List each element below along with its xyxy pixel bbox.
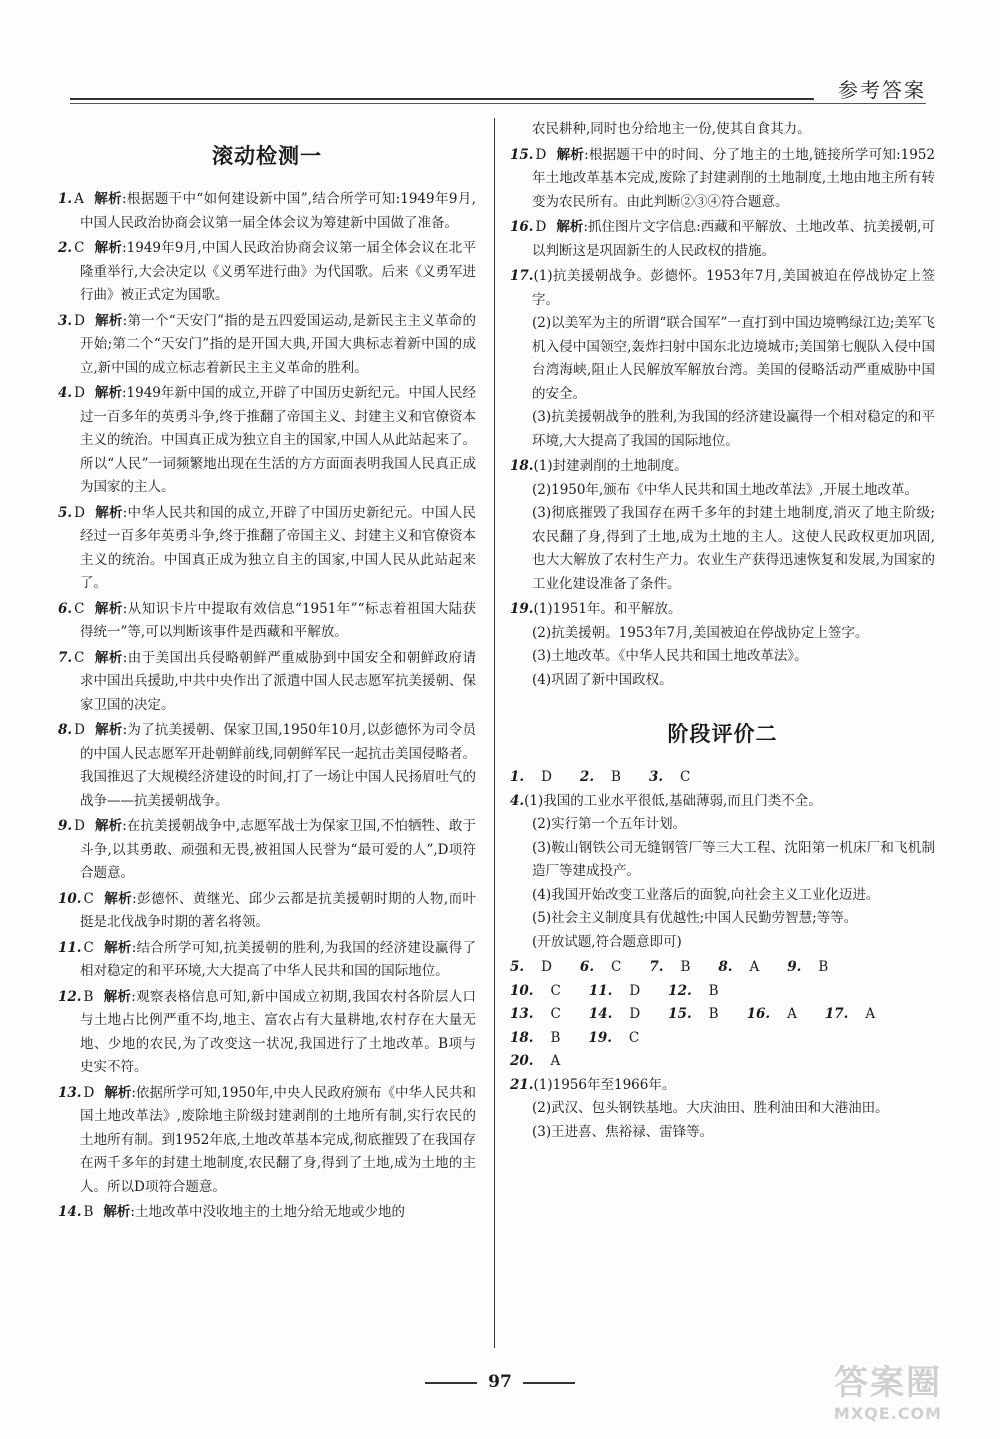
answer-parts — [510, 598, 935, 692]
question-number: 18. — [510, 1029, 534, 1046]
answer-item — [58, 888, 476, 935]
question-number: 13. — [58, 1084, 82, 1101]
answer-item — [510, 144, 935, 215]
answer-parts — [510, 455, 935, 596]
question-number: 1. — [58, 191, 73, 207]
answer-item — [58, 310, 476, 381]
section-title-rolling-test-1: 滚动检测一 — [212, 144, 322, 168]
analysis-text: :为了抗美援朝、保家卫国,1950年10月,以彭德怀为司令员的中国人民志愿军开赴朝鲜前线,同朝鲜军民一起抗击美国侵略者。我国推迟了大规模经济建设的时间,打了一场让中国人民扬眉吐气的战争——抗美援朝战争。 — [80, 722, 476, 809]
question-number: 12. — [668, 982, 692, 999]
answer-choice: A — [787, 1006, 797, 1022]
question-number: 8. — [718, 959, 733, 975]
answer-part: (5)社会主义制度具有优越性;中国人民勤劳智慧;等等。 — [532, 910, 858, 926]
answer-item — [58, 502, 476, 596]
analysis-label: 解析 — [556, 146, 585, 163]
answer-choice: B — [550, 1029, 561, 1046]
short-answer — [718, 956, 773, 980]
answer-part: (3)鞍山钢铁公司无缝钢管厂等三大工程、沈阳第一机床厂和飞机制造厂等建成投产。 — [532, 839, 935, 879]
answer-item-4 — [510, 790, 935, 955]
analysis-text: :根据题干中“如何建设新中国”,结合所学可知:1949年9月,中国人民政治协商会议第一届全体会议为筹建新中国做了准备。 — [80, 191, 476, 231]
answer-item — [58, 815, 476, 886]
analysis-label: 解析 — [94, 722, 123, 738]
analysis-text: :在抗美援朝战争中,志愿军战士为保家卫国,不怕牺牲、敢于斗争,以其勇敢、顽强和无畏,被祖国人民誉为“最可爱的人”,D项符合题意。 — [80, 818, 476, 881]
watermark-logo — [788, 1355, 988, 1425]
analysis-text: :1949年新中国的成立,开辟了中国历史新纪元。中国人民经过一百多年的英勇斗争,终于推翻了帝国主义、封建主义和官僚资本主义的统治。中国真正成为独立自主的国家,中国人从此站起来了。所以“人民”一词频繁地出现在生活的方方面面表明我国人民真正成为国家的主人。 — [80, 385, 476, 495]
answer-part: (2)1950年,颁布《中华人民共和国土地改革法》,开展土地改革。 — [532, 481, 919, 498]
answer-body — [510, 216, 935, 263]
answer-part — [510, 1074, 935, 1098]
answer-choice: C — [74, 600, 85, 617]
analysis-text: :根据题干中的时间、分了地主的土地,链接所学可知:1952年土地改革基本完成,废除了封建剥削的土地制度,土地由地主所有转变为农民所有。由此判断②③④符合题意。 — [532, 146, 936, 210]
answer-item-18 — [510, 455, 935, 596]
answer-item — [58, 937, 476, 984]
analysis-label: 解析 — [94, 240, 123, 256]
question-number: 21. — [510, 1076, 534, 1093]
answer-choice: C — [83, 890, 94, 907]
answer-body — [58, 188, 476, 235]
answer-item — [58, 382, 476, 500]
short-answer — [589, 980, 654, 1004]
answer-choice: D — [629, 982, 641, 999]
question-number: 6. — [58, 600, 73, 617]
short-answer — [589, 1003, 654, 1027]
short-answer — [588, 1027, 653, 1051]
header-rule — [70, 98, 814, 100]
analysis-label: 解析 — [103, 1204, 131, 1220]
question-number: 16. — [510, 219, 534, 235]
answer-choice: C — [550, 982, 561, 999]
answer-choice: D — [629, 1006, 641, 1022]
question-number: 9. — [58, 818, 73, 834]
short-answer — [747, 1003, 811, 1027]
answer-choice: D — [74, 385, 85, 401]
analysis-label: 解析 — [94, 649, 123, 666]
answer-item-19 — [510, 598, 935, 692]
question-number: 2. — [579, 769, 595, 785]
answer-choice: D — [535, 146, 547, 163]
question-number: 19. — [510, 601, 534, 617]
watermark-text: 答案圈 — [834, 1363, 942, 1403]
answer-part — [510, 790, 935, 814]
answer-part: (4)巩固了新中国政权。 — [532, 671, 673, 688]
answer-body — [58, 888, 476, 935]
answer-body — [58, 937, 476, 984]
answer-choice: A — [550, 1053, 561, 1069]
answer-row-1-3 — [510, 766, 935, 790]
answer-item — [58, 1082, 476, 1200]
answer-part: (4)我国开始改变工业落后的面貌,向社会主义工业化迈进。 — [532, 886, 880, 903]
answer-choice: B — [611, 769, 621, 785]
analysis-text: :1949年9月,中国人民政治协商会议第一届全体会议在北平隆重举行,大会决定以《义勇军进行曲》为代国歌。后来《义勇军进行曲》被正式定为国歌。 — [80, 240, 476, 303]
question-number: 12. — [58, 988, 82, 1005]
analysis-text: :抓住图片文字信息:西藏和平解放、土地改革、抗美援朝,可以判断这是巩固新生的人民政权的措施。 — [532, 219, 935, 259]
answer-part: (2)抗美援朝。1953年7月,美国被迫在停战协定上签字。 — [532, 624, 869, 641]
answer-choice: B — [818, 959, 829, 975]
analysis-text: :彭德怀、黄继光、邱少云都是抗美援朝时期的人物,而叶挺是北伐战争时期的著名将领。 — [80, 890, 477, 930]
answer-choice: D — [74, 818, 85, 834]
left-answer-list — [58, 188, 476, 1225]
analysis-label: 解析 — [94, 312, 123, 329]
answer-choice: A — [74, 191, 84, 207]
answer-part — [510, 598, 935, 622]
answer-item — [510, 216, 935, 263]
answer-choice: B — [708, 1006, 719, 1022]
answer-item — [58, 188, 476, 235]
analysis-label: 解析 — [94, 504, 123, 521]
short-answer — [510, 1003, 575, 1027]
answer-part: (2)以美军为主的所谓“联合国军”一直打到中国边境鸭绿江边;美军飞机入侵中国领空,轰炸扫射中国东北边境城市;美国第七舰队入侵中国台湾海峡,阻止人民解放军解放台湾。美国的侵略活动严重威胁中国的安全。 — [532, 315, 935, 402]
answer-item-17 — [510, 265, 935, 453]
answer-item — [58, 719, 476, 813]
answer-part: (3)土地改革。《中华人民共和国土地改革法》。 — [532, 648, 808, 664]
question-number: 3. — [58, 312, 73, 329]
answer-body — [58, 647, 476, 718]
short-answer — [649, 956, 704, 980]
short-answer — [510, 1027, 574, 1051]
question-number: 14. — [58, 1204, 82, 1220]
question-number: 7. — [58, 649, 73, 666]
answer-part: (2)实行第一个五年计划。 — [532, 816, 687, 832]
analysis-text: :依据所学可知,1950年,中央人民政府颁布《中华人民共和国土地改革法》,废除地主阶级封建剥削的土地所有制,实行农民的土地所有制。到1952年底,土地改革基本完成,彻底摧毁了在我国存在两千多年的封建土地制度,农民翻了身,得到了土地,成为土地的主人。所以D项符合题意。 — [80, 1084, 476, 1195]
question-number: 18. — [510, 458, 534, 474]
answer-part-text: (1)封建剥削的土地制度。 — [533, 458, 688, 474]
answer-body — [58, 1201, 476, 1225]
question-number: 11. — [58, 939, 82, 956]
answer-choice: D — [74, 722, 85, 738]
answer-part: (3)彻底摧毁了我国存在两千多年的封建土地制度,消灭了地主阶级;农民翻了身,得到了土地,成为土地的主人。这使人民政权更加巩固,也大大解放了农村生产力。农业生产获得迅速恢复和发展,为国家的工业化建设准备了条件。 — [532, 505, 935, 592]
section-title-stage-eval-2: 阶段评价二 — [667, 722, 778, 746]
question-number: 1. — [510, 769, 525, 785]
question-number: 8. — [58, 722, 73, 738]
question-number: 4. — [58, 385, 73, 401]
analysis-text: :第一个“天安门”指的是五四爱国运动,是新民主主义革命的开始;第二个“天安门”指的是开国大典,开国大典标志着新中国的成立,新中国的成立标志着新民主主义革命的胜利。 — [80, 312, 476, 376]
answer-choice: C — [611, 959, 622, 975]
short-answer — [580, 956, 635, 980]
answer-choice: C — [680, 769, 691, 785]
question-number: 2. — [58, 240, 73, 256]
answer-body — [58, 1082, 476, 1200]
answer-choice: D — [74, 312, 85, 329]
answer-choice: A — [749, 959, 760, 975]
question-number: 13. — [510, 1006, 534, 1022]
answer-choice: C — [74, 649, 85, 666]
question-number: 15. — [668, 1006, 692, 1022]
answer-part: (3)王进喜、焦裕禄、雷锋等。 — [532, 1123, 714, 1140]
answer-part-text: (1)1951年。和平解放。 — [533, 601, 682, 617]
answer-body — [58, 815, 476, 886]
answer-continuation: 农民耕种,同时也分给地主一份,使其自食其力。 — [532, 121, 811, 137]
answer-choice: D — [535, 219, 547, 235]
answer-item-14-continued — [510, 118, 935, 142]
answer-choice: D — [541, 959, 552, 975]
answer-choice: B — [83, 988, 94, 1005]
analysis-label: 解析 — [93, 191, 122, 207]
answer-body — [58, 237, 476, 308]
analysis-text: :土地改革中没收地主的土地分给无地或少地的 — [130, 1204, 405, 1220]
analysis-text: :从知识卡片中提取有效信息“1951年”“标志着祖国大陆获得统一”等,可以判断该事件是西藏和平解放。 — [80, 600, 477, 640]
question-number: 19. — [588, 1029, 612, 1046]
question-number: 9. — [787, 959, 802, 975]
answer-part: (3)抗美援朝战争的胜利,为我国的经济建设赢得一个相对稳定的和平环境,大大提高了我国的国际地位。 — [532, 409, 935, 449]
question-number: 7. — [649, 959, 664, 975]
question-number: 10. — [58, 890, 82, 907]
answer-item — [58, 1201, 476, 1225]
answer-choice: C — [74, 240, 85, 256]
left-column — [58, 118, 476, 1227]
answer-body — [58, 502, 476, 596]
short-answer — [668, 980, 732, 1004]
short-answer — [825, 1003, 889, 1027]
answer-choice: A — [865, 1006, 876, 1022]
question-number: 16. — [746, 1006, 771, 1022]
analysis-label: 解析 — [94, 600, 123, 617]
short-answer — [580, 766, 635, 790]
answer-row-5-12 — [510, 956, 935, 1003]
answer-choice: C — [628, 1029, 640, 1046]
answer-choice: C — [83, 939, 94, 956]
answer-part-text: (1)我国的工业水平很低,基础薄弱,而且门类不全。 — [524, 792, 822, 809]
short-answer — [510, 1050, 574, 1074]
answer-row-20 — [510, 1050, 935, 1074]
answer-choice: D — [74, 504, 85, 521]
page-number: 97 — [488, 1372, 512, 1392]
short-answer — [668, 1003, 732, 1027]
question-number: 11. — [588, 982, 613, 999]
question-number: 5. — [510, 959, 525, 975]
analysis-label: 解析 — [94, 818, 123, 834]
right-answer-list-top — [510, 144, 935, 264]
short-answer — [787, 956, 842, 980]
short-answer — [510, 956, 566, 980]
answer-item — [58, 986, 476, 1080]
question-number: 15. — [510, 146, 534, 163]
answer-body — [510, 144, 935, 215]
answer-part — [510, 455, 935, 479]
question-number: 4. — [510, 792, 525, 809]
question-number: 5. — [58, 504, 73, 521]
analysis-text: :中华人民共和国的成立,开辟了中国历史新纪元。中国人民经过一百多年英勇斗争,终于推翻了帝国主义、封建主义和官僚资本主义的统治。中国真正成为独立自主的国家,中国人民从此站起来了。 — [80, 504, 477, 591]
answer-item — [58, 647, 476, 718]
short-answer — [510, 980, 575, 1004]
answer-body — [58, 598, 476, 645]
header-rule-thin — [70, 103, 926, 104]
question-number: 10. — [510, 982, 534, 999]
analysis-label: 解析 — [103, 988, 132, 1005]
answer-body — [58, 986, 476, 1080]
question-number: 17. — [824, 1006, 849, 1022]
answer-body — [58, 310, 476, 381]
answer-choice: B — [680, 959, 691, 975]
question-number: 17. — [510, 268, 534, 284]
answer-item — [58, 237, 476, 308]
answer-choice: B — [83, 1204, 94, 1220]
analysis-text: :观察表格信息可知,新中国成立初期,我国农村各阶层人口与土地占比例严重不均,地主、富农占有大量耕地,农村存在大量无地、少地的农民,为了改变这一状况,我国进行了土地改革。B项与史实不符。 — [80, 988, 476, 1075]
short-answer — [510, 766, 566, 790]
header-title: 参考答案 — [838, 78, 926, 102]
analysis-text: :结合所学可知,抗美援朝的胜利,为我国的经济建设赢得了相对稳定的和平环境,大大提高了中华人民共和国的国际地位。 — [80, 939, 477, 979]
page-header — [70, 72, 926, 102]
watermark-url: MXQE.COM — [833, 1404, 943, 1423]
answer-body — [58, 382, 476, 500]
question-number: 6. — [579, 959, 595, 975]
answer-row-13-19 — [510, 1003, 935, 1050]
footer-ornament-left — [425, 1382, 477, 1384]
answer-item — [58, 598, 476, 645]
answer-part — [510, 265, 935, 312]
analysis-label: 解析 — [556, 219, 584, 235]
answer-parts — [510, 1074, 935, 1145]
analysis-label: 解析 — [103, 890, 133, 907]
column-divider — [494, 118, 495, 1348]
answer-choice: D — [83, 1084, 95, 1101]
question-number: 3. — [648, 769, 664, 785]
question-number: 20. — [510, 1053, 534, 1069]
analysis-label: 解析 — [103, 939, 132, 956]
answer-part-text: (1)抗美援朝战争。彭德怀。1953年7月,美国被迫在停战协定上签字。 — [532, 268, 935, 308]
analysis-label: 解析 — [94, 385, 122, 401]
answer-choice: C — [550, 1006, 561, 1022]
right-column — [510, 118, 935, 1146]
answer-item-21 — [510, 1074, 935, 1145]
analysis-label: 解析 — [104, 1084, 132, 1101]
answer-parts — [510, 265, 935, 453]
answer-choice: B — [708, 982, 719, 999]
answer-parts — [510, 790, 935, 955]
answer-part: (2)武汉、包头钢铁基地。大庆油田、胜利油田和大港油田。 — [532, 1100, 889, 1116]
answer-part-text: (1)1956年至1966年。 — [533, 1076, 676, 1093]
analysis-text: :由于美国出兵侵略朝鲜严重威胁到中国安全和朝鲜政府请求中国出兵援助,中共中央作出了派遣中国人民志愿军抗美援朝、保家卫国的决定。 — [80, 649, 476, 713]
answer-choice: D — [541, 769, 552, 785]
answer-body — [58, 719, 476, 813]
short-answer — [649, 766, 704, 790]
footer-ornament-right — [523, 1382, 575, 1384]
answer-part: (开放试题,符合题意即可) — [532, 933, 682, 950]
question-number: 14. — [588, 1006, 613, 1022]
